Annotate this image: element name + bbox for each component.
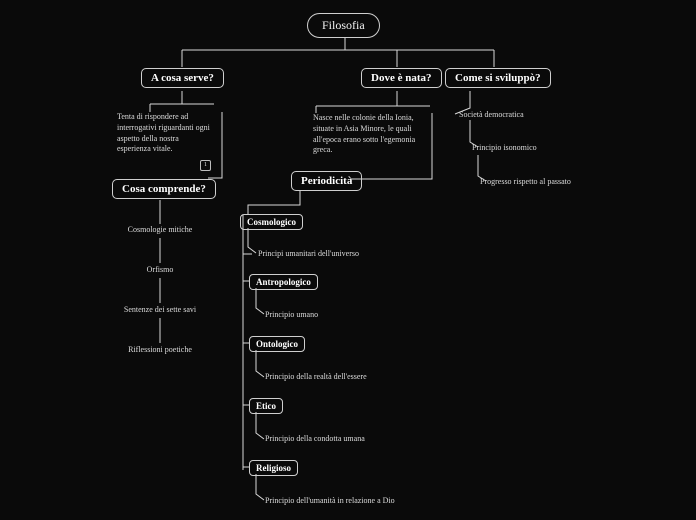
- node-periodicita[interactable]: [291, 171, 362, 191]
- branch-a-cosa-serve-label: A cosa serve?: [151, 72, 214, 84]
- period-label: Antropologico: [256, 277, 311, 287]
- list-item-orfismo: Orfismo: [146, 265, 174, 274]
- root-node-label: Filosofia: [322, 18, 365, 32]
- list-item-progresso-rispetto-passato: Progresso rispetto al passato: [480, 177, 571, 186]
- period-label: Etico: [256, 401, 276, 411]
- branch-dove-e-nata[interactable]: [361, 68, 442, 88]
- period-node-antropologico[interactable]: [249, 274, 318, 290]
- node-periodicita-label: Periodicità: [301, 175, 353, 187]
- period-node-cosmologico[interactable]: [240, 214, 303, 230]
- branch-a-cosa-serve[interactable]: [141, 68, 224, 88]
- node-cosa-comprende[interactable]: [112, 179, 216, 199]
- period-principle-etico: Principio della condotta umana: [265, 434, 365, 443]
- a-cosa-serve-description: Tenta di rispondere ad interrogativi riguardanti ogni aspetto della nostra esperienza vitale.: [117, 112, 210, 154]
- root-node-filosofia[interactable]: [307, 13, 380, 38]
- list-item-principio-isonomico: Principio isonomico: [472, 143, 537, 152]
- period-principle-ontologico: Principio della realtà dell'essere: [265, 372, 367, 381]
- list-item-cosmologie-mitiche: Cosmologie mitiche: [127, 225, 193, 234]
- note-badge[interactable]: 1: [200, 160, 211, 171]
- period-principle-cosmologico: Principi umanitari dell'universo: [258, 249, 359, 258]
- period-node-ontologico[interactable]: [249, 336, 305, 352]
- period-node-religioso[interactable]: [249, 460, 298, 476]
- node-cosa-comprende-label: Cosa comprende?: [122, 183, 206, 195]
- branch-dove-e-nata-label: Dove è nata?: [371, 72, 432, 84]
- dove-e-nata-description: Nasce nelle colonie della Ionia, situate in Asia Minore, le quali all'epoca erano sotto l'egemonia greca.: [313, 113, 416, 155]
- period-principle-religioso: Principio dell'umanità in relazione a Dio: [265, 496, 395, 505]
- list-item-societa-democratica: Società democratica: [459, 110, 524, 119]
- list-item-riflessioni-poetiche: Riflessioni poetiche: [128, 345, 192, 354]
- period-label: Cosmologico: [247, 217, 296, 227]
- period-principle-antropologico: Principio umano: [265, 310, 319, 319]
- branch-come-si-sviluppo-label: Come si sviluppò?: [455, 72, 541, 84]
- list-item-sentenze-sette-savi: Sentenze dei sette savi: [123, 305, 197, 314]
- period-label: Ontologico: [256, 339, 298, 349]
- period-node-etico[interactable]: [249, 398, 283, 414]
- period-label: Religioso: [256, 463, 291, 473]
- branch-come-si-sviluppo[interactable]: [445, 68, 551, 88]
